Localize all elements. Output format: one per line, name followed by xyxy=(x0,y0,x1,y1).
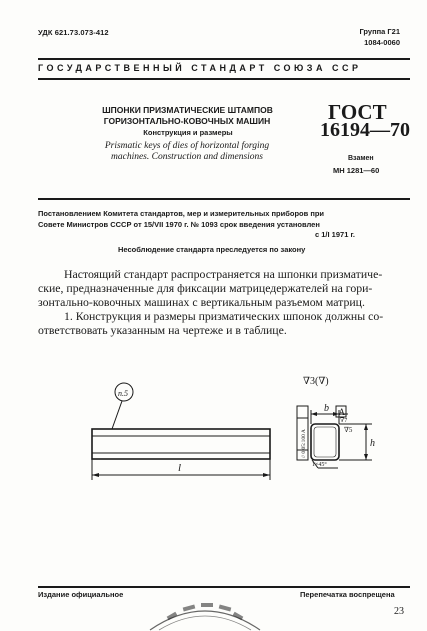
title-ru-line2: ГОРИЗОНТАЛЬНО-КОВОЧНЫХ МАШИН xyxy=(103,116,271,126)
instead-label: Взамен xyxy=(348,155,374,162)
title-ru-line1: ШПОНКИ ПРИЗМАТИЧЕСКИЕ ШТАМПОВ xyxy=(102,105,273,115)
decree-line3: с 1/I 1971 г. xyxy=(315,230,355,239)
footer-rule xyxy=(38,586,410,588)
roughness-7: ∇7 xyxy=(340,418,348,424)
body-paragraph-1-line1: Настоящий стандарт распространяется на шпонки призматиче- xyxy=(64,267,383,281)
library-stamp xyxy=(145,598,265,631)
key-cross-section xyxy=(311,424,339,460)
roughness-5: ∇5 xyxy=(344,426,353,434)
instead-value: МН 1281—60 xyxy=(333,166,380,175)
key-technical-drawing xyxy=(0,370,427,480)
callout-label: п.5 xyxy=(118,389,128,398)
gost-label: ГОСТ xyxy=(328,100,387,124)
udk-code: УДК 621.73.073-412 xyxy=(38,28,109,37)
header-rule-top xyxy=(38,58,410,60)
tolerance-frame-label: // 0,05:100 A xyxy=(301,429,307,458)
body-paragraph-1-line2: ские, предназначенные для фиксации матрицедержателей на гори- xyxy=(38,281,373,295)
gost-number: 16194—70 xyxy=(320,119,410,141)
footer-official-edition: Издание официальное xyxy=(38,590,124,599)
group-code: 1084-0060 xyxy=(364,38,400,47)
body-paragraph-2-line2: ответствовать указанным на чертеже и в таблице. xyxy=(38,323,287,337)
body-paragraph-2-line1: 1. Конструкция и размеры призматических шпонок должны со- xyxy=(64,309,384,323)
title-rule xyxy=(38,198,410,200)
decree-line1: Постановлением Комитета стандартов, мер и измерительных приборов при xyxy=(38,209,325,218)
state-standard-banner: ГОСУДАРСТВЕННЫЙ СТАНДАРТ СОЮЗА ССР xyxy=(38,63,362,73)
body-paragraph-1-line3: зонтально-ковочных машинах с вертикальным разъемом матриц. xyxy=(38,295,365,309)
footer-reprint-prohibited: Перепечатка воспрещена xyxy=(300,590,395,599)
decree-line2: Совете Министров СССР от 15/VII 1970 г. № 1093 срок введения установлен xyxy=(38,220,320,229)
noncompliance-notice: Несоблюдение стандарта преследуется по закону xyxy=(118,245,306,254)
title-ru-subtitle: Конструкция и размеры xyxy=(143,128,233,137)
title-en-line2: machines. Construction and dimensions xyxy=(111,152,263,162)
datum-label: A xyxy=(338,407,345,417)
header-rule-bottom xyxy=(38,78,410,80)
page-number: 23 xyxy=(394,606,404,617)
width-label: b xyxy=(324,403,329,414)
callout-leader xyxy=(112,401,122,429)
height-label: h xyxy=(370,438,375,449)
roughness-general: ∇3(∇) xyxy=(303,376,329,387)
length-label: l xyxy=(178,462,182,474)
title-en-line1: Prismatic keys of dies of horizontal forging xyxy=(104,141,270,151)
key-side-view xyxy=(92,429,270,459)
chamfer-label: 1×45° xyxy=(312,462,327,468)
group-label: Группа Г21 xyxy=(359,27,400,36)
